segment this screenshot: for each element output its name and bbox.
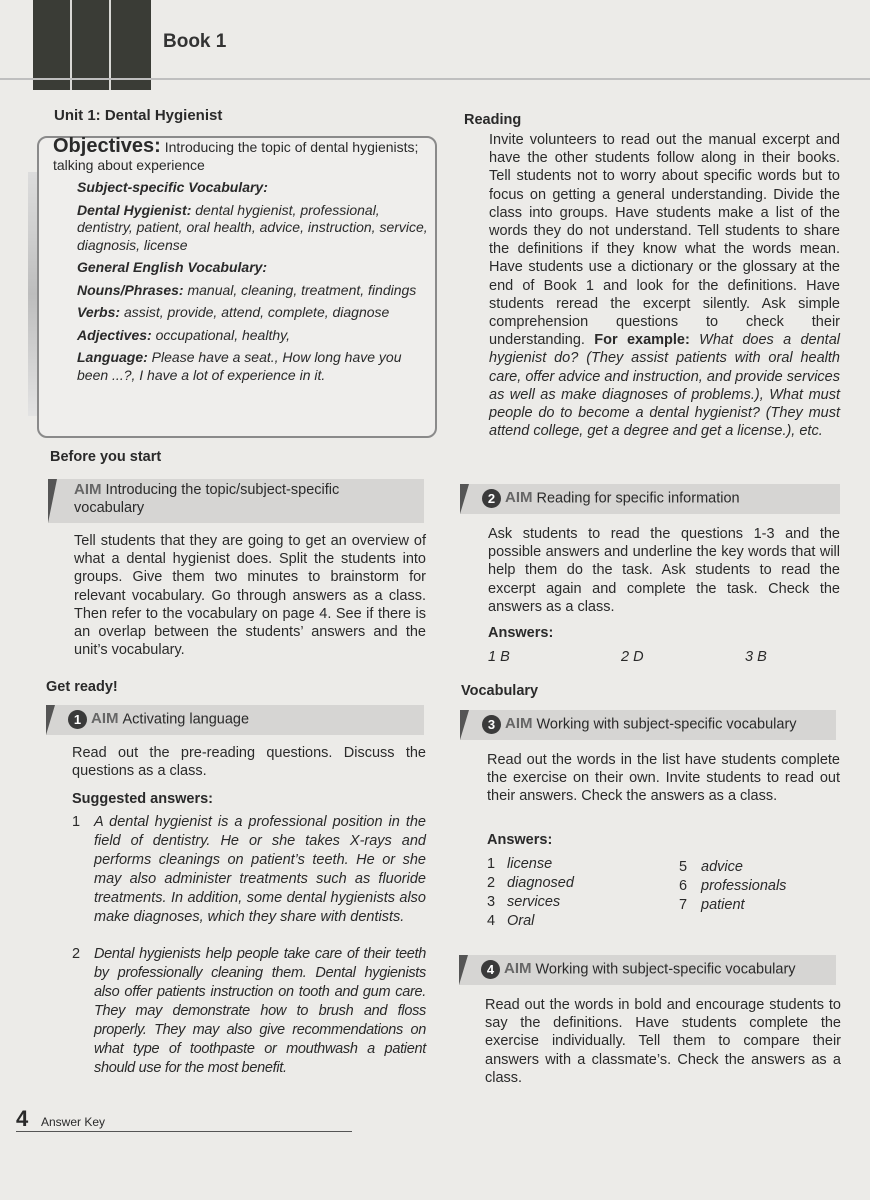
objectives-label: Objectives: — [53, 135, 161, 157]
suggested-answer-1: 1 A dental hygienist is a professional position in the field of dentistry. He or she takes X-rays and performs cleanings on patient’s teeth. He or she may also administer treatments such as fluoride treatments. In addition, some dental hygienists also make diagnoses, which they share with dentists. — [72, 814, 426, 925]
header-rule — [0, 78, 870, 80]
nouns-words: manual, cleaning, treatment, findings — [187, 281, 417, 298]
adjectives-label: Adjectives: — [77, 326, 152, 343]
ex1-number: 1 — [68, 710, 87, 729]
objectives-intro: Introducing the topic of dental hygienists; talking about experience — [53, 139, 419, 173]
ex3-body: Read out the words in the list have students complete the exercise on their own. Invite students to read out their answers. Check the answers as a class. — [487, 752, 840, 805]
header-photo — [33, 0, 151, 90]
ex2-number: 2 — [482, 489, 501, 508]
page-number: 4 — [16, 1106, 29, 1131]
ex3-answer: 1 license — [487, 856, 553, 872]
objectives-text — [53, 135, 432, 389]
dental-words: dental hygienist, professional, dentistry, patient, oral health, advice, instruction, service, diagnosis, license — [77, 201, 428, 253]
ex3-answers-label: Answers: — [487, 832, 553, 848]
footer-label: Answer Key — [41, 1115, 106, 1129]
ex3-answer: 2 diagnosed — [487, 875, 574, 891]
aim-label: AIM — [505, 715, 533, 733]
ex4-body: Read out the words in bold and encourage students to say the definitions. Have students complete the exercise individually. Tell them to compare their answers with a classmate’s. Check the answers as a class. — [485, 997, 841, 1086]
ex2-body: Ask students to read the questions 1-3 and the possible answers and underline the key words that will help them do the task. Ask students to read the excerpt again and complete the task. Check the answers as a class. — [488, 526, 840, 615]
suggested-answers-label: Suggested answers: — [72, 791, 214, 807]
before-body: Tell students that they are going to get an overview of what a dental hygienist does. Split the students into groups. Give them two minutes to brainstorm for relevant vocabulary. Go through answers as a class. Then refer to the vocabulary on page 4. See if there is an overlap between the students’ answers and the unit’s vocabulary. — [74, 533, 426, 659]
ex1-body: Read out the pre-reading questions. Discuss the questions as a class. — [72, 745, 426, 780]
ex2-answers-label: Answers: — [488, 625, 554, 641]
before-heading: Before you start — [50, 449, 162, 465]
ex3-aim-text: Working with subject-specific vocabulary — [536, 716, 797, 733]
get-ready-heading: Get ready! — [46, 679, 118, 695]
language-words: Please have a seat., How long have you been ...?, I have a lot of experience in it. — [77, 349, 402, 383]
reading-body: Invite volunteers to read out the manual excerpt and have the other students follow along in their books. Tell students not to worry about specific words but to focus on getting a general understanding. Divide the class into groups. Have students make a list of the words they do not understand. Tell students to share the definitions if they know what the words mean. Have students use a dictionary or the glossary at the end of Book 1 and look for the definitions. Have students reread the excerpt silently. Ask simple comprehension questions to check their understanding. For example: What does a dental hygienist do? (They assist patients with oral health care, offer advice and instruction, and provide services as well as make diagnoses of problems.), What must people do to become a dental hygienist? (They must attend college, get a degree and get a license.), etc. — [489, 132, 840, 440]
ex2-aim-text: Reading for specific information — [536, 490, 740, 507]
adjectives-words: occupational, healthy, — [155, 326, 290, 343]
language-label: Language: — [77, 349, 148, 365]
vocabulary-heading: Vocabulary — [461, 683, 539, 699]
ex2-answer-2: 2 D — [621, 649, 644, 665]
ex3-answer: 4 Oral — [487, 913, 535, 929]
ex2-answer-3: 3 B — [745, 649, 767, 665]
ex4-aim-bar — [459, 955, 836, 985]
ex3-answer: 5 advice — [679, 859, 743, 875]
footer-rule — [16, 1131, 352, 1132]
dental-label: Dental Hygienist: — [77, 201, 192, 218]
unit-title: Unit 1: Dental Hygienist — [54, 107, 223, 124]
ex1-aim-bar — [46, 705, 424, 735]
general-vocab-label: General English Vocabulary: — [77, 259, 268, 275]
ex3-answers-col1 — [487, 855, 574, 931]
aim-label: AIM — [91, 710, 119, 728]
ex3-answers-col2 — [679, 858, 786, 915]
aim-label: AIM — [504, 960, 532, 978]
ex3-aim-bar — [460, 710, 836, 740]
nouns-label: Nouns/Phrases: — [77, 281, 184, 298]
ex2-aim-bar — [460, 484, 840, 514]
verbs-words: assist, provide, attend, complete, diagnose — [123, 304, 390, 320]
aim-label: AIM — [505, 489, 533, 507]
ex3-number: 3 — [482, 715, 501, 734]
ex3-answer: 3 services — [487, 894, 561, 910]
ex1-aim-text: Activating language — [122, 711, 250, 728]
book-title: Book 1 — [163, 31, 227, 52]
ex4-number: 4 — [481, 960, 500, 979]
ex2-answer-1: 1 B — [488, 649, 510, 665]
verbs-label: Verbs: — [77, 304, 121, 320]
before-aim-text: Introducing the topic/subject-specific vocabulary — [74, 482, 340, 516]
aim-label: AIM — [74, 481, 102, 498]
ex3-answer: 6 professionals — [679, 878, 787, 894]
ex4-aim-text: Working with subject-specific vocabulary — [535, 961, 796, 978]
reading-heading: Reading — [464, 112, 522, 128]
before-aim-bar — [48, 479, 424, 523]
subject-vocab-label: Subject-specific Vocabulary: — [77, 179, 268, 195]
suggested-answer-2: 2 Dental hygienists help people take care of their teeth by professionally cleaning them. Dental hygienists also offer patients instruction on tooth and gum care. They may demonstrate how to brush and floss properly. They may also give recommendations on what type of toothpaste or mouthwash a patient should use for the most benefit. — [72, 946, 426, 1076]
ex3-answer: 7 patient — [679, 897, 745, 913]
